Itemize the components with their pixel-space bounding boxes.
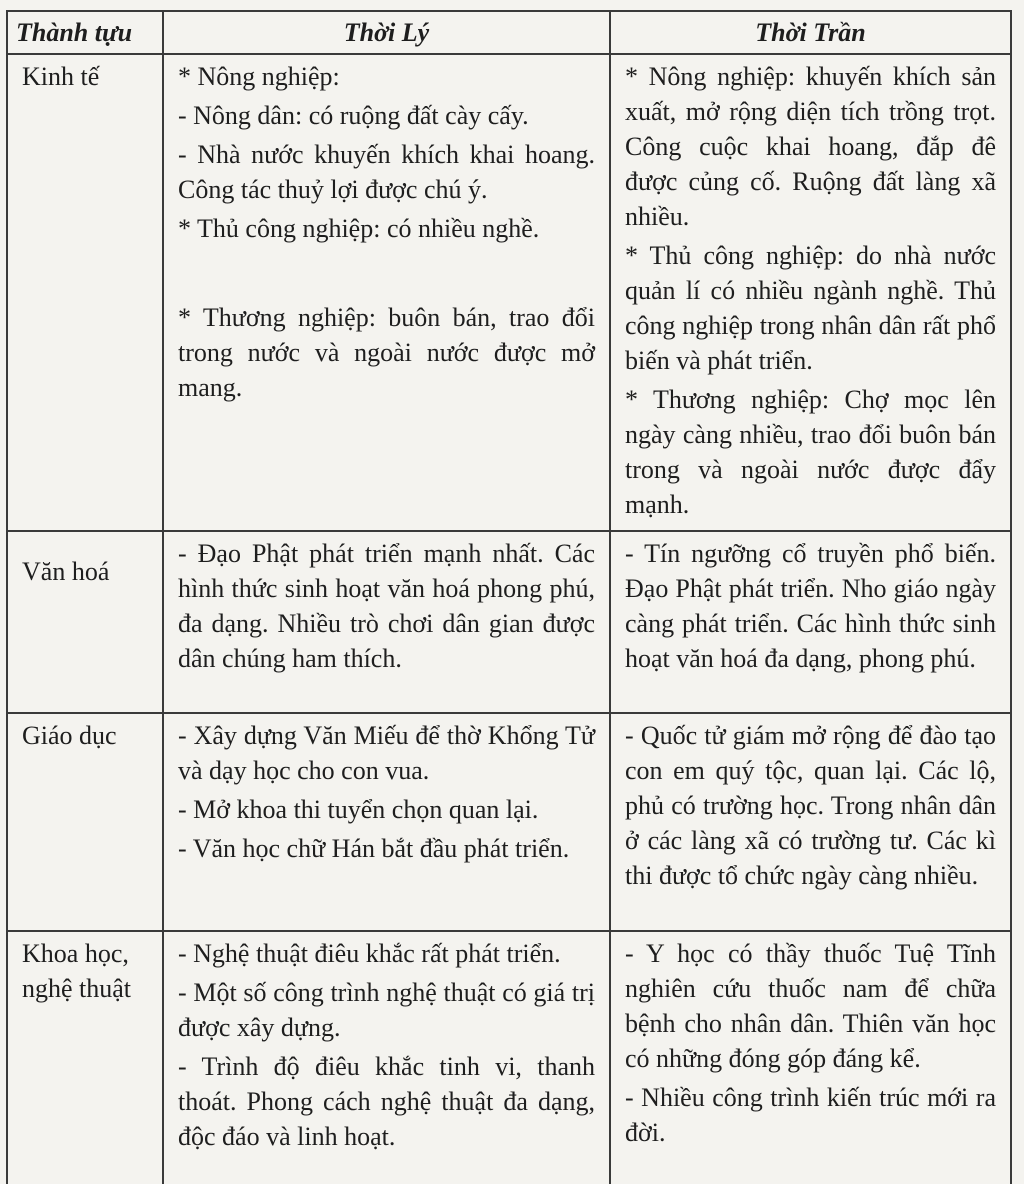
- ly-item: - Nông dân: có ruộng đất cày cấy.: [178, 101, 529, 130]
- ly-cell: [163, 713, 610, 931]
- ly-item: - Nghệ thuật điêu khắc rất phát triển.: [178, 939, 561, 968]
- table-row-khoa-hoc-nghe-thuat: [7, 931, 1011, 1184]
- tran-cell: [610, 931, 1011, 1184]
- ly-item: - Một số công trình nghệ thuật có giá trị được xây dựng.: [178, 978, 595, 1042]
- table-row-kinh-te: [7, 54, 1011, 531]
- table-row-giao-duc: [7, 713, 1011, 931]
- table-row-van-hoa: [7, 531, 1011, 713]
- tran-cell: [610, 713, 1011, 931]
- ly-item: * Thủ công nghiệp: có nhiều nghề.: [178, 214, 540, 243]
- tran-item: * Nông nghiệp: khuyến khích sản xuất, mở rộng diện tích trồng trọt. Công cuộc khai hoang, đắp đê được củng cố. Ruộng đất làng xã nhiều.: [625, 62, 996, 231]
- category-cell: Văn hoá: [7, 531, 163, 713]
- header-achievement: Thành tựu: [7, 11, 163, 54]
- comparison-table: [6, 10, 1012, 1184]
- ly-item: - Nhà nước khuyến khích khai hoang. Công tác thuỷ lợi được chú ý.: [178, 140, 595, 204]
- ly-item: - Xây dựng Văn Miếu để thờ Khổng Tử và dạy học cho con vua.: [178, 721, 595, 785]
- header-tran: Thời Trần: [610, 11, 1011, 54]
- ly-item: - Mở khoa thi tuyển chọn quan lại.: [178, 795, 539, 824]
- ly-cell: [163, 931, 610, 1184]
- ly-item: * Thương nghiệp: buôn bán, trao đổi trong nước và ngoài nước được mở mang.: [178, 303, 595, 402]
- tran-item: * Thủ công nghiệp: do nhà nước quản lí có nhiều ngành nghề. Thủ công nghiệp trong nhân dân rất phổ biến và phát triển.: [625, 241, 996, 375]
- tran-item: - Nhiều công trình kiến trúc mới ra đời.: [625, 1083, 996, 1147]
- category-cell: Khoa học, nghệ thuật: [7, 931, 163, 1184]
- tran-item: * Thương nghiệp: Chợ mọc lên ngày càng nhiều, trao đổi buôn bán trong và ngoài nước được đẩy mạnh.: [625, 385, 996, 519]
- header-ly: Thời Lý: [163, 11, 610, 54]
- category-cell: Kinh tế: [7, 54, 163, 531]
- header-row: [7, 11, 1011, 54]
- category-cell: Giáo dục: [7, 713, 163, 931]
- tran-cell: [610, 531, 1011, 713]
- ly-item: - Đạo Phật phát triển mạnh nhất. Các hình thức sinh hoạt văn hoá phong phú, đa dạng. Nhiều trò chơi dân gian được dân chúng ham thích.: [178, 539, 595, 673]
- tran-item: - Y học có thầy thuốc Tuệ Tĩnh nghiên cứu thuốc nam để chữa bệnh cho nhân dân. Thiên văn học có những đóng góp đáng kể.: [625, 939, 996, 1073]
- ly-item: - Văn học chữ Hán bắt đầu phát triển.: [178, 834, 570, 863]
- ly-item: * Nông nghiệp:: [178, 62, 340, 91]
- spacer: [178, 250, 595, 300]
- tran-item: - Quốc tử giám mở rộng để đào tạo con em quý tộc, quan lại. Các lộ, phủ có trường học. Trong nhân dân ở các làng xã có trường tư. Các kì thi được tổ chức ngày càng nhiều.: [625, 721, 996, 890]
- tran-cell: [610, 54, 1011, 531]
- ly-cell: [163, 531, 610, 713]
- tran-item: - Tín ngưỡng cổ truyền phổ biến. Đạo Phật phát triển. Nho giáo ngày càng phát triển. Các hình thức sinh hoạt văn hoá đa dạng, phong phú.: [625, 539, 996, 673]
- ly-item: - Trình độ điêu khắc tinh vi, thanh thoát. Phong cách nghệ thuật đa dạng, độc đáo và linh hoạt.: [178, 1052, 595, 1151]
- ly-cell: [163, 54, 610, 531]
